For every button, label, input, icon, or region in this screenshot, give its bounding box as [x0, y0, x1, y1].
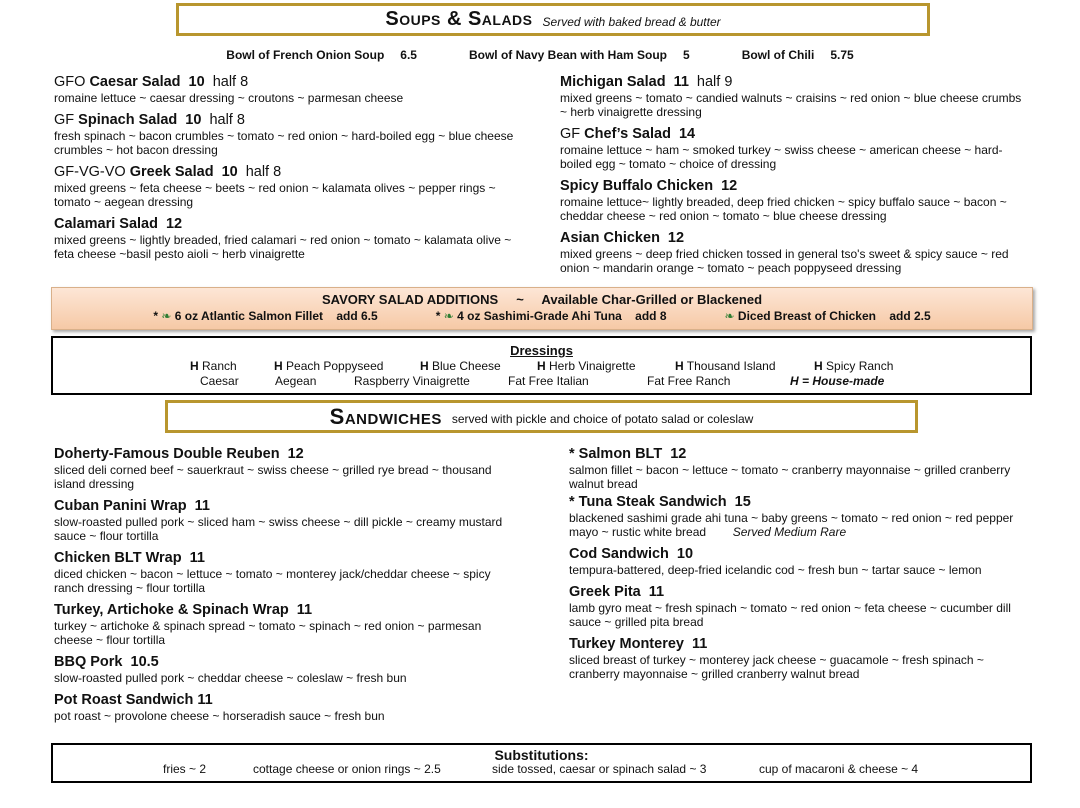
sandwiches-subtitle: served with pickle and choice of potato salad or coleslaw	[451, 411, 754, 426]
menu-item: * Tuna Steak Sandwich 15 blackened sashimi grade ahi tuna ~ baby greens ~ tomato ~ red onion ~ red pepper mayo ~ rustic white bread Served Medium Rare	[569, 494, 1014, 539]
dressing-item: Fat Free Italian	[508, 374, 589, 388]
menu-item: Calamari Salad 12 mixed greens ~ lightly breaded, fried calamari ~ red onion ~ tomato ~ kalamata olive ~ feta cheese ~basil pesto aioli ~ herb vinaigrette	[54, 216, 512, 261]
soups-salads-subtitle: Served with baked bread & butter	[542, 14, 721, 29]
leaf-icon: ❧	[161, 309, 172, 323]
sandwiches-title: Sandwiches	[329, 403, 442, 429]
menu-item: Doherty-Famous Double Reuben 12 sliced deli corned beef ~ sauerkraut ~ swiss cheese ~ grilled rye bread ~ thousand island dressing	[54, 446, 492, 491]
menu-item: Chicken BLT Wrap 11 diced chicken ~ bacon ~ lettuce ~ tomato ~ monterey jack/cheddar cheese ~ spicy ranch dressing ~ flour tortilla	[54, 550, 491, 595]
menu-item: Michigan Salad 11 half 9 mixed greens ~ tomato ~ candied walnuts ~ craisins ~ red onion ~ blue cheese crumbs ~ herb vinaigrette dressing	[560, 74, 1022, 119]
addition-item: ❧ Diced Breast of Chicken add 2.5	[724, 309, 931, 323]
served-note: Served Medium Rare	[732, 525, 847, 539]
leaf-icon: ❧	[724, 309, 735, 323]
soup-item: Bowl of French Onion Soup 6.5	[226, 48, 417, 62]
sandwiches-header	[165, 400, 918, 433]
additions-title: SAVORY SALAD ADDITIONS ~ Available Char-Grilled or Blackened	[321, 292, 763, 307]
menu-item: Pot Roast Sandwich 11 pot roast ~ provolone cheese ~ horseradish sauce ~ fresh bun	[54, 692, 385, 723]
addition-item: * ❧ 4 oz Sashimi-Grade Ahi Tuna add 8	[435, 309, 667, 323]
menu-item: GF Spinach Salad 10 half 8 fresh spinach ~ bacon crumbles ~ tomato ~ red onion ~ hard-boiled egg ~ blue cheese crumbles ~ hot bacon dressing	[54, 112, 514, 157]
dressing-item: H Blue Cheese	[420, 359, 501, 373]
menu-item: Cod Sandwich 10 tempura-battered, deep-fried icelandic cod ~ fresh bun ~ tartar sauce ~ lemon	[569, 546, 982, 577]
additions-row	[52, 309, 1032, 323]
house-made-legend: H = House-made	[790, 374, 885, 388]
menu-item: Asian Chicken 12 mixed greens ~ deep fried chicken tossed in general tso's sweet & spicy sauce ~ red onion ~ mandarin orange ~ tomato ~ peach poppyseed dressing	[560, 230, 1009, 275]
soup-item: Bowl of Chili 5.75	[741, 48, 854, 62]
dressings-title: Dressings	[510, 343, 573, 358]
substitutions-title: Substitutions:	[494, 747, 589, 763]
other-dressings-row	[200, 374, 884, 388]
sandwiches-left-column	[54, 445, 514, 729]
menu-item: GFO Caesar Salad 10 half 8 romaine lettuce ~ caesar dressing ~ croutons ~ parmesan cheese	[54, 74, 404, 105]
dressing-item: H Thousand Island	[675, 359, 776, 373]
salads-right-column	[560, 73, 1030, 281]
menu-item: Greek Pita 11 lamb gyro meat ~ fresh spinach ~ tomato ~ red onion ~ feta cheese ~ cucumber dill sauce ~ grilled pita bread	[569, 584, 1011, 629]
salads-left-column	[54, 73, 524, 267]
dressings-box	[51, 336, 1032, 395]
substitution-item: fries ~ 2	[163, 762, 207, 776]
menu-item: Turkey Monterey 11 sliced breast of turkey ~ monterey jack cheese ~ guacamole ~ fresh spinach ~ cranberry mayonnaise ~ grilled cranberry walnut bread	[569, 636, 984, 681]
menu-item: Cuban Panini Wrap 11 slow-roasted pulled pork ~ sliced ham ~ swiss cheese ~ dill pickle ~ creamy mustard sauce ~ flour tortilla	[54, 498, 503, 543]
menu-item: Turkey, Artichoke & Spinach Wrap 11 turkey ~ artichoke & spinach spread ~ tomato ~ spinach ~ red onion ~ parmesan cheese ~ flour tortilla	[54, 602, 482, 647]
substitutions-box	[51, 743, 1032, 783]
dressing-item: Fat Free Ranch	[647, 374, 731, 388]
soups-salads-title: Soups & Salads	[385, 8, 533, 30]
substitution-item: cottage cheese or onion rings ~ 2.5	[253, 762, 441, 776]
dressing-item: Raspberry Vinaigrette	[354, 374, 470, 388]
salad-additions-banner	[51, 287, 1033, 330]
menu-item: GF-VG-VO Greek Salad 10 half 8 mixed greens ~ feta cheese ~ beets ~ red onion ~ kalamata olives ~ pepper rings ~ tomato ~ aegean dressing	[54, 164, 496, 209]
substitution-item: cup of macaroni & cheese ~ 4	[759, 762, 919, 776]
dressing-item: H Spicy Ranch	[814, 359, 894, 373]
addition-item: * ❧ 6 oz Atlantic Salmon Fillet add 6.5	[153, 309, 378, 323]
menu-item: BBQ Pork 10.5 slow-roasted pulled pork ~ cheddar cheese ~ coleslaw ~ fresh bun	[54, 654, 407, 685]
soups-row	[0, 48, 1080, 62]
dressing-item: Caesar	[200, 374, 239, 388]
soups-salads-header	[176, 3, 930, 36]
dressing-item: H Peach Poppyseed	[274, 359, 384, 373]
house-dressings-row	[190, 359, 914, 373]
dressing-item: H Ranch	[190, 359, 237, 373]
leaf-icon: ❧	[443, 309, 454, 323]
substitution-item: side tossed, caesar or spinach salad ~ 3	[492, 762, 707, 776]
sandwiches-right-column	[569, 445, 1034, 687]
dressing-item: H Herb Vinaigrette	[537, 359, 636, 373]
menu-item: GF Chef’s Salad 14 romaine lettuce ~ ham ~ smoked turkey ~ swiss cheese ~ american cheese ~ hard-boiled egg ~ tomato ~ choice of dressing	[560, 126, 1003, 171]
dressing-item: Aegean	[275, 374, 317, 388]
soup-item: Bowl of Navy Bean with Ham Soup 5	[468, 48, 690, 62]
menu-item: Spicy Buffalo Chicken 12 romaine lettuce~ lightly breaded, deep fried chicken ~ spicy buffalo sauce ~ bacon ~ cheddar cheese ~ red onion ~ tomato ~ blue cheese dressing	[560, 178, 1007, 223]
menu-item: * Salmon BLT 12 salmon fillet ~ bacon ~ lettuce ~ tomato ~ cranberry mayonnaise ~ grilled cranberry walnut bread	[569, 446, 1011, 491]
